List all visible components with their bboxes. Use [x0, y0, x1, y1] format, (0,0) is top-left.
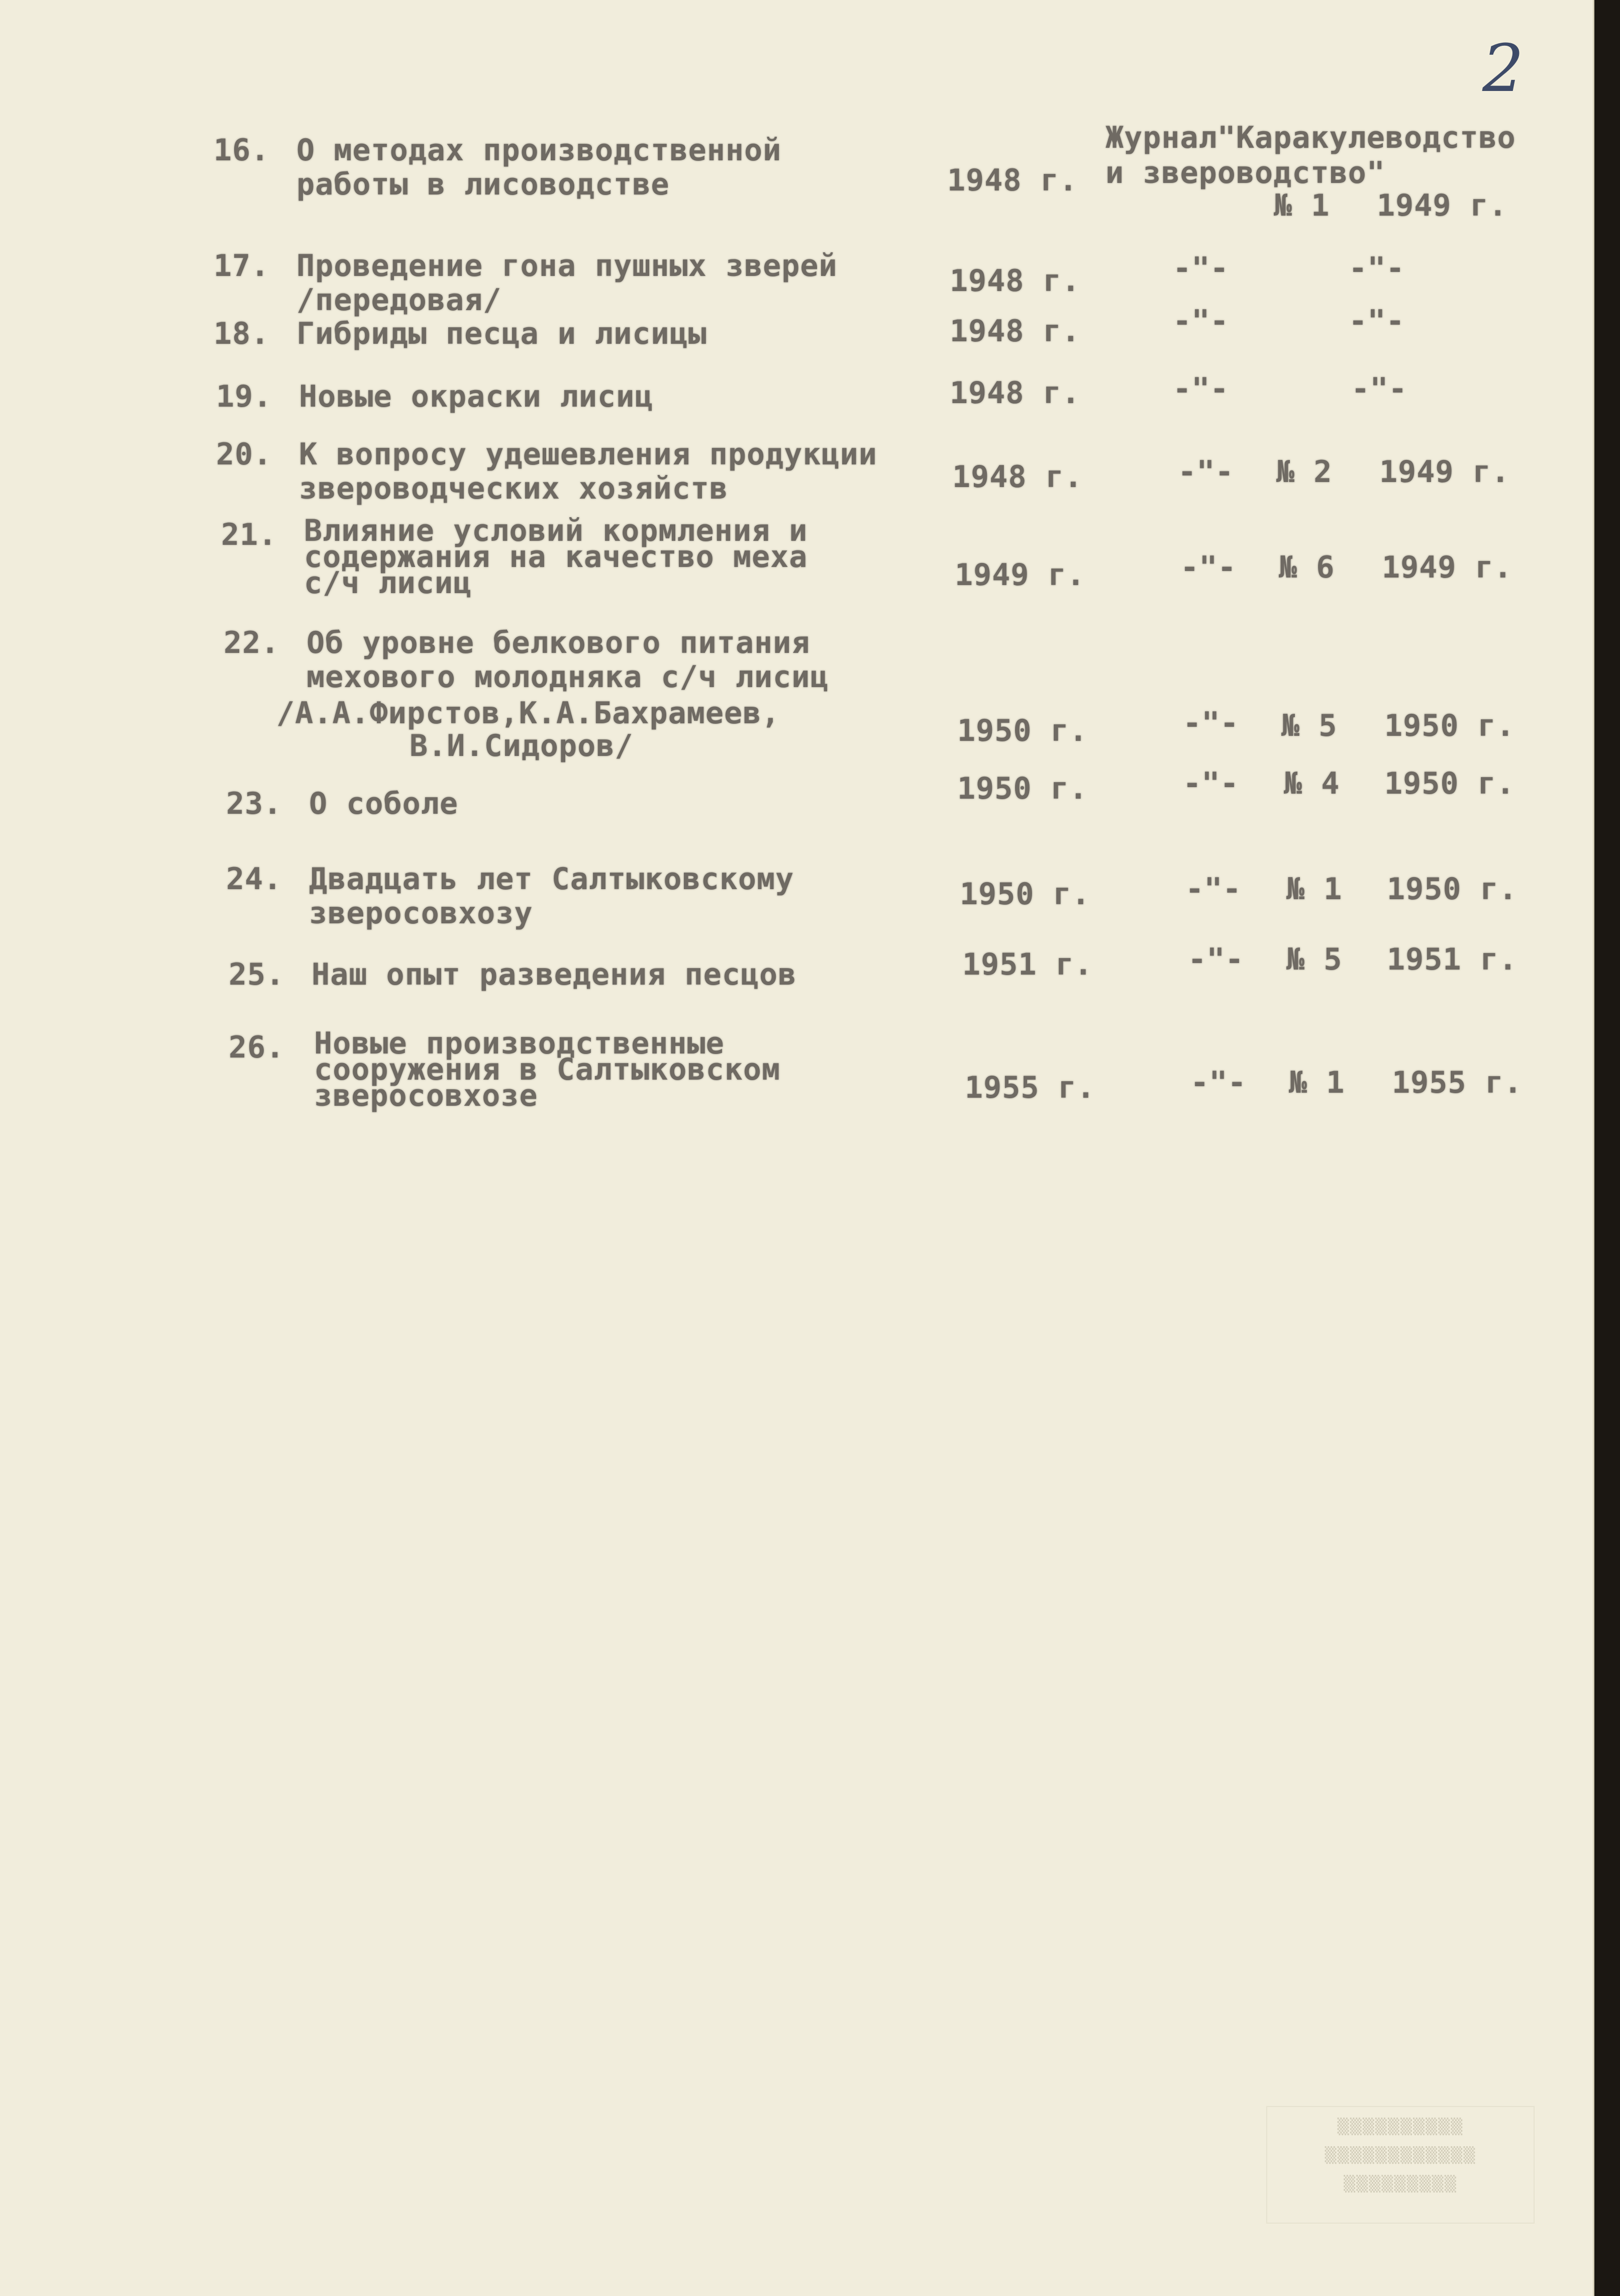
journal-title-line1: Журнал"Каракулеводство	[1105, 120, 1516, 155]
item-title: Двадцать лет Салтыковскому зверосовхозу	[309, 862, 794, 931]
first-issue-number: № 1	[1274, 188, 1330, 223]
item-issue-year: 1950 г.	[1384, 766, 1515, 801]
item-year: 1948 г.	[950, 263, 1080, 299]
item-journal-ditto: -"-	[1183, 706, 1239, 741]
item-title: Гибриды песца и лисицы	[296, 316, 707, 351]
item-number: 21.	[221, 517, 277, 552]
item-number: 22.	[224, 625, 280, 660]
item-issue-year: 1951 г.	[1387, 942, 1517, 977]
item-year: 1949 г.	[955, 557, 1085, 593]
item-issue-number: № 2	[1276, 454, 1333, 490]
item-title: Новые окраски лисиц	[299, 379, 654, 414]
item-title: Новые производственные сооружения в Салтыковском зверосовхозе	[314, 1026, 781, 1113]
item-journal-ditto: -"-	[1180, 550, 1237, 585]
item-issue-number: № 5	[1281, 708, 1338, 743]
item-issue-number: № 1	[1289, 1065, 1345, 1100]
item-journal-ditto: -"-	[1173, 251, 1229, 286]
item-title: Проведение гона пушных зверей /передовая/	[296, 248, 838, 318]
item-issue-year: 1949 г.	[1382, 550, 1512, 585]
item-number: 19.	[216, 379, 272, 414]
item-issue-ditto: -"-	[1349, 251, 1405, 286]
item-year: 1948 г.	[950, 314, 1080, 349]
item-issue-year: 1955 г.	[1392, 1065, 1523, 1100]
page-number: 2	[1482, 30, 1524, 107]
item-title: Влияние условий кормления и содержания на качество меха с/ч лисиц	[304, 513, 808, 601]
item-year: 1948 г.	[947, 163, 1078, 198]
item-issue-year: 1949 г.	[1379, 454, 1510, 490]
item-year: 1948 г.	[950, 375, 1080, 411]
item-journal-ditto: -"-	[1183, 766, 1239, 801]
item-year: 1948 г.	[952, 459, 1083, 495]
item-issue-year: 1950 г.	[1384, 708, 1515, 743]
item-issue-number: № 1	[1286, 872, 1343, 907]
item-year: 1951 г.	[962, 947, 1093, 982]
item-journal-ditto: -"-	[1188, 942, 1244, 977]
first-issue-year: 1949 г.	[1377, 188, 1507, 223]
item-number: 25.	[229, 957, 285, 992]
item-number: 24.	[226, 862, 282, 897]
item-issue-number: № 6	[1279, 550, 1335, 585]
item-issue-ditto: -"-	[1349, 304, 1405, 339]
item-title: К вопросу удешевления продукции звероводческих хозяйств	[299, 437, 877, 506]
item-number: 23.	[226, 786, 282, 821]
item-year: 1950 г.	[957, 771, 1088, 806]
item-title: Об уровне белкового питания мехового молодняка с/ч лисиц	[307, 625, 829, 695]
item-title: Наш опыт разведения песцов	[312, 957, 797, 992]
item-authors-line2: В.И.Сидоров/	[410, 728, 634, 763]
item-title: О методах производственной работы в лисоводстве	[296, 133, 782, 202]
item-journal-ditto: -"-	[1185, 872, 1242, 907]
item-number: 18.	[214, 316, 270, 351]
item-year: 1950 г.	[957, 713, 1088, 748]
item-journal-ditto: -"-	[1190, 1065, 1247, 1100]
item-journal-ditto: -"-	[1173, 304, 1229, 339]
item-journal-ditto: -"-	[1178, 454, 1234, 490]
item-number: 26.	[229, 1030, 285, 1065]
item-issue-ditto: -"-	[1351, 371, 1407, 407]
item-authors-line1: /А.А.Фирстов,К.А.Бахрамеев,	[276, 696, 780, 731]
item-journal-ditto: -"-	[1173, 371, 1229, 407]
item-year: 1950 г.	[960, 877, 1090, 912]
item-issue-year: 1950 г.	[1387, 872, 1517, 907]
item-year: 1955 г.	[965, 1070, 1095, 1105]
item-issue-number: № 5	[1286, 942, 1343, 977]
item-number: 20.	[216, 437, 272, 472]
item-number: 17.	[214, 248, 270, 283]
archive-stamp: ▒▒▒▒▒▒▒▒▒▒ ▒▒▒▒▒▒▒▒▒▒▒▒ ▒▒▒▒▒▒▒▒▒	[1266, 2106, 1535, 2224]
journal-title-line2: и звероводство"	[1105, 155, 1385, 190]
item-title: О соболе	[309, 786, 458, 821]
item-number: 16.	[214, 133, 270, 168]
item-issue-number: № 4	[1284, 766, 1340, 801]
